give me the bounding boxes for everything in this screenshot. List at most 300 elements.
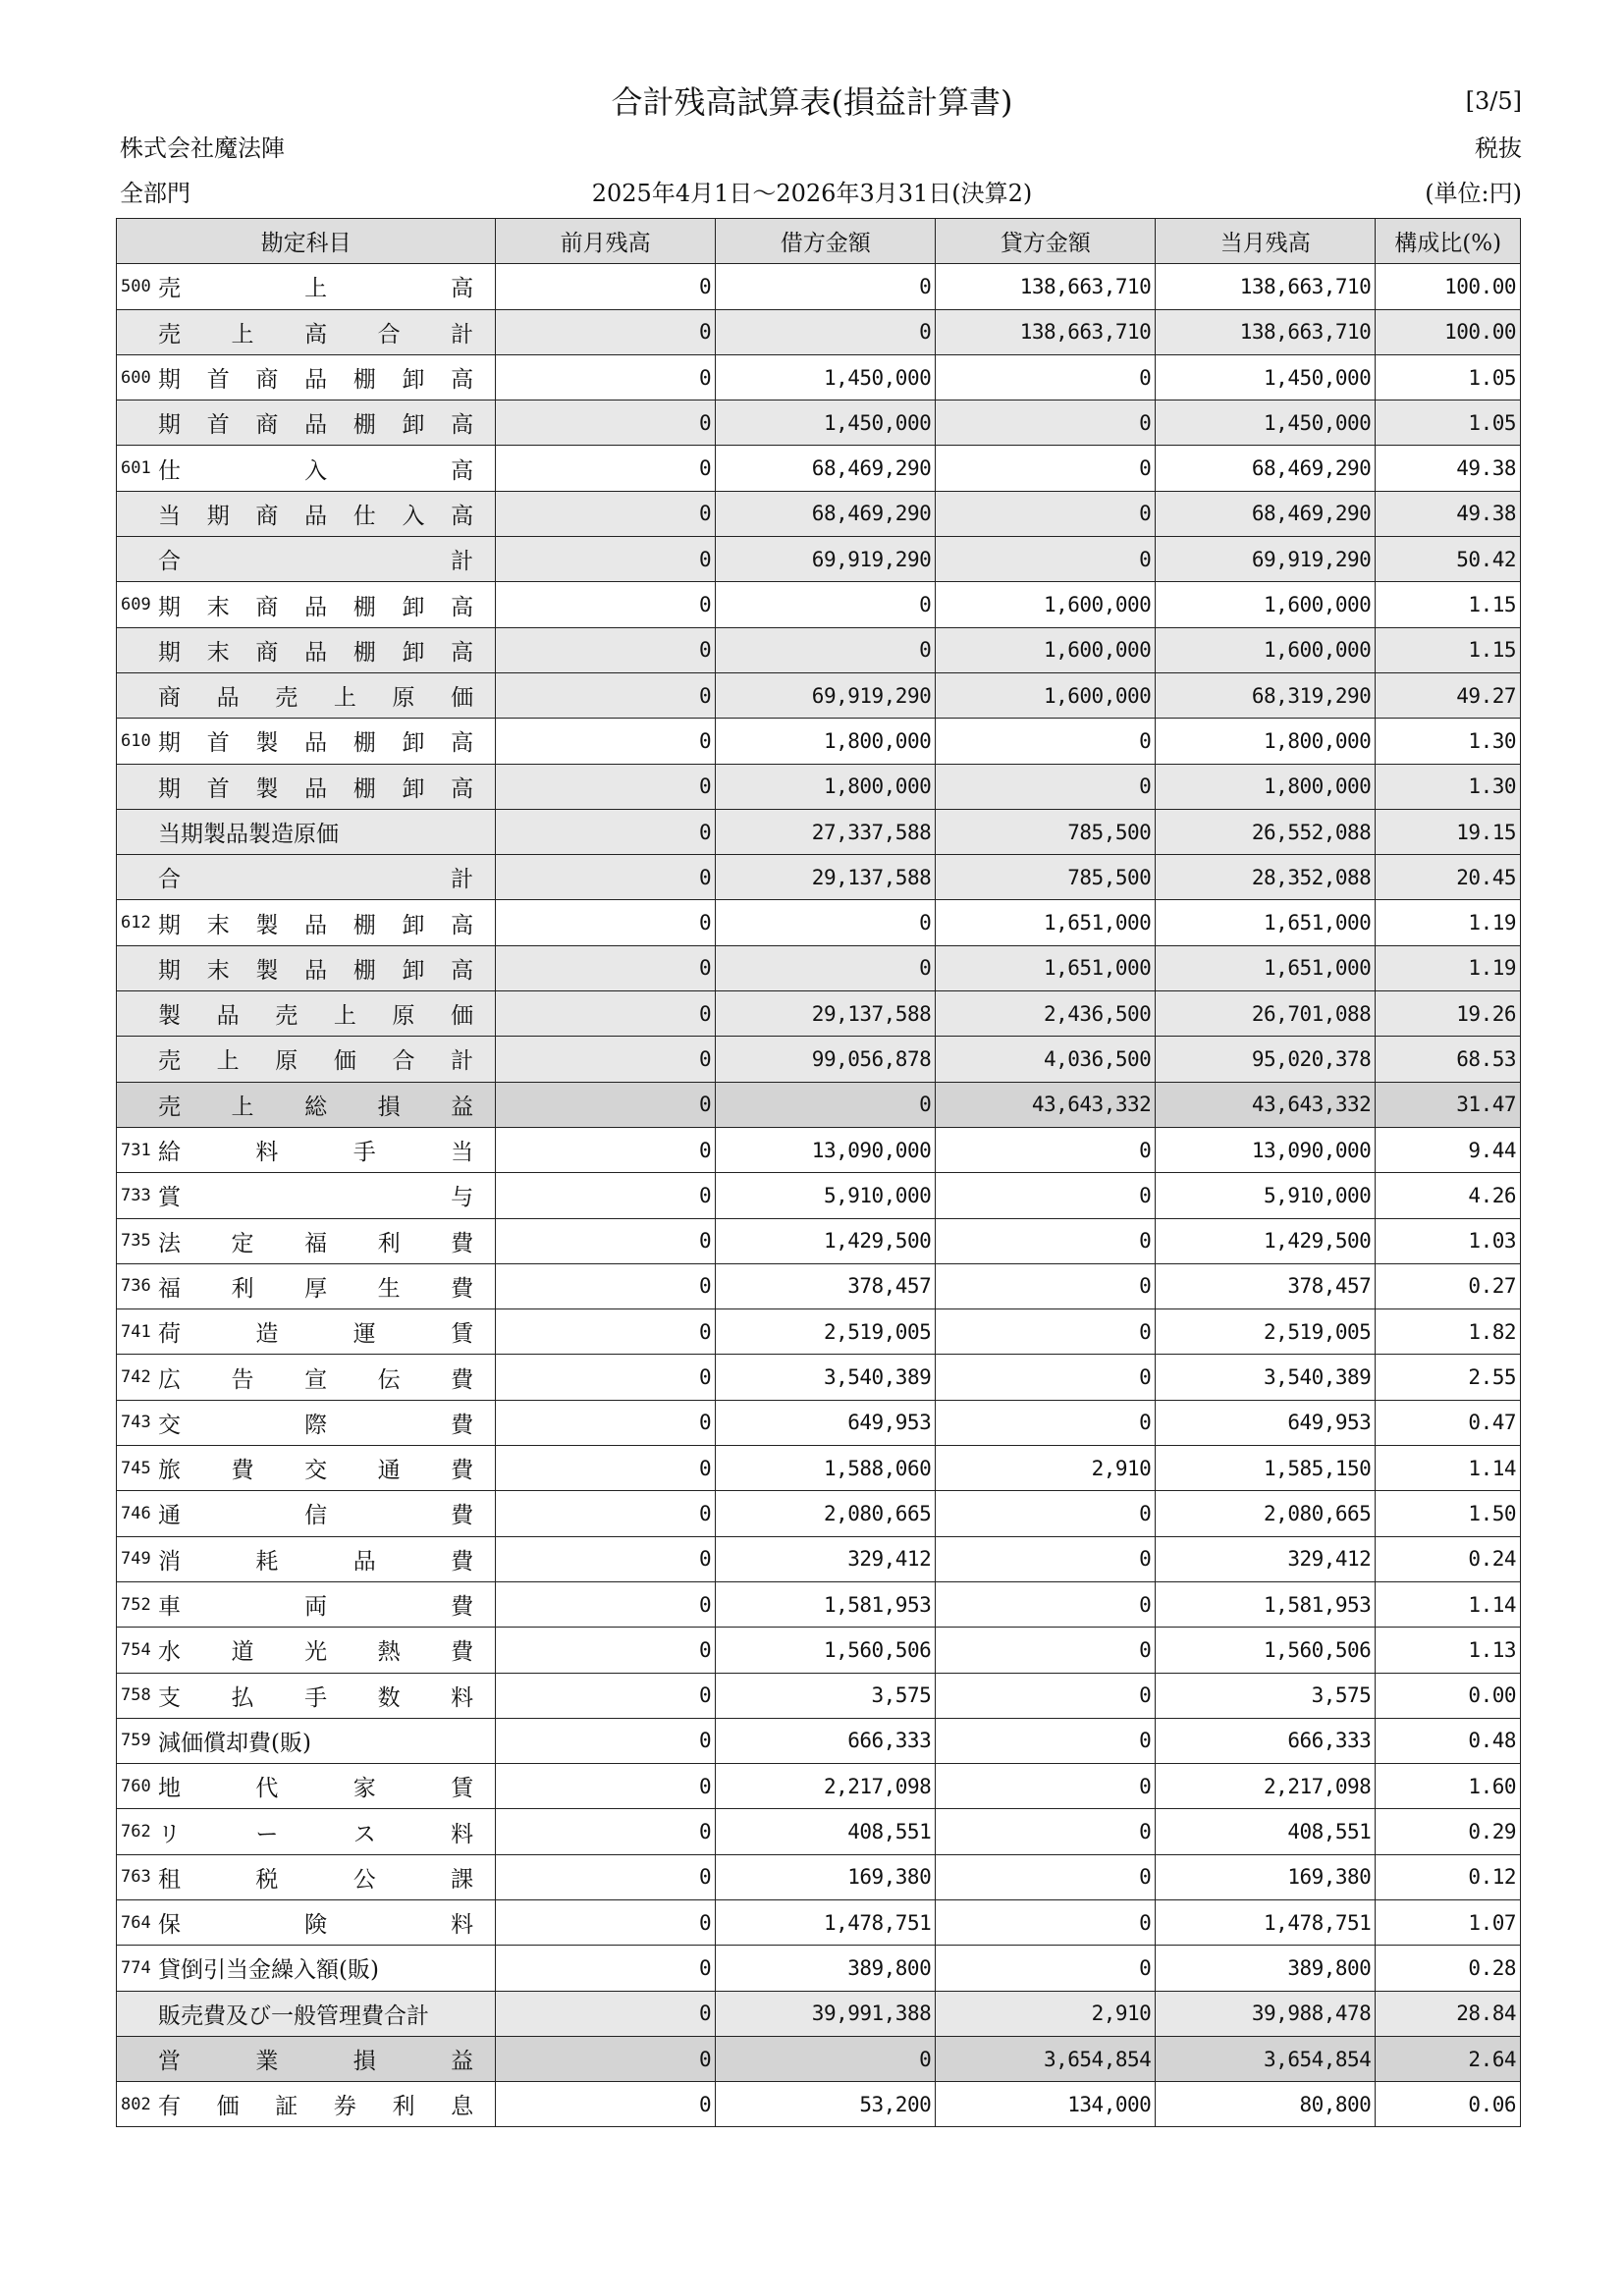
account-cell <box>117 582 496 627</box>
account-cell <box>117 1899 496 1945</box>
account-name: 交 際 費 <box>158 1412 474 1438</box>
account-cell <box>117 354 496 400</box>
account-code: 754 <box>121 1639 151 1660</box>
account-name: 売 上 総 損 益 <box>158 1094 474 1120</box>
prev-balance-cell: 0 <box>496 2082 716 2127</box>
table-row <box>117 1037 1521 1082</box>
table-row <box>117 491 1521 536</box>
credit-cell: 0 <box>936 1581 1156 1627</box>
balance-cell: 1,585,150 <box>1156 1446 1376 1491</box>
account-name: 当期製品製造原価 <box>158 822 339 847</box>
ratio-cell: 1.30 <box>1376 764 1521 809</box>
credit-cell: 0 <box>936 1718 1156 1763</box>
ratio-cell: 100.00 <box>1376 309 1521 354</box>
balance-cell: 2,217,098 <box>1156 1764 1376 1809</box>
credit-cell: 0 <box>936 719 1156 764</box>
account-name: 売 上 高 <box>158 276 474 302</box>
debit-cell: 0 <box>716 2036 936 2081</box>
table-row <box>117 1628 1521 1673</box>
balance-cell: 68,319,290 <box>1156 672 1376 718</box>
table-row <box>117 264 1521 309</box>
credit-cell: 785,500 <box>936 855 1156 900</box>
balance-cell: 69,919,290 <box>1156 537 1376 582</box>
table-row <box>117 1446 1521 1491</box>
prev-balance-cell: 0 <box>496 1809 716 1854</box>
debit-cell: 1,429,500 <box>716 1218 936 1263</box>
debit-cell: 3,575 <box>716 1673 936 1718</box>
account-name: 広 告 宣 伝 費 <box>158 1366 474 1393</box>
credit-cell: 1,600,000 <box>936 672 1156 718</box>
account-name: 販売費及び一般管理費合計 <box>158 2002 429 2029</box>
table-row <box>117 309 1521 354</box>
credit-cell: 2,910 <box>936 1991 1156 2036</box>
account-name: リ ー ス 料 <box>158 1821 474 1847</box>
prev-balance-cell: 0 <box>496 1628 716 1673</box>
debit-cell: 1,450,000 <box>716 400 936 446</box>
ratio-cell: 100.00 <box>1376 264 1521 309</box>
balance-cell: 1,560,506 <box>1156 1628 1376 1673</box>
balance-cell: 329,412 <box>1156 1536 1376 1581</box>
account-cell <box>117 1309 496 1355</box>
account-code: 736 <box>121 1276 151 1297</box>
table-header-row <box>117 219 1521 264</box>
debit-cell: 1,588,060 <box>716 1446 936 1491</box>
account-name: 製 品 売 上 原 価 <box>158 1003 474 1030</box>
balance-cell: 169,380 <box>1156 1854 1376 1899</box>
credit-cell: 0 <box>936 1899 1156 1945</box>
account-cell <box>117 719 496 764</box>
ratio-cell: 1.07 <box>1376 1899 1521 1945</box>
account-code: 500 <box>121 276 151 296</box>
balance-cell: 1,600,000 <box>1156 627 1376 672</box>
account-code: 601 <box>121 458 151 479</box>
account-cell <box>117 264 496 309</box>
prev-balance-cell: 0 <box>496 991 716 1037</box>
prev-balance-cell: 0 <box>496 1263 716 1308</box>
account-name: 当 期 商 品 仕 入 高 <box>158 503 474 529</box>
account-name: 商 品 売 上 原 価 <box>158 685 474 712</box>
prev-balance-cell: 0 <box>496 354 716 400</box>
account-cell <box>117 1491 496 1536</box>
balance-cell: 378,457 <box>1156 1263 1376 1308</box>
account-cell <box>117 991 496 1037</box>
account-code: 612 <box>121 913 151 934</box>
debit-cell: 0 <box>716 945 936 990</box>
ratio-cell: 31.47 <box>1376 1082 1521 1127</box>
prev-balance-cell: 0 <box>496 1127 716 1172</box>
ratio-cell: 9.44 <box>1376 1127 1521 1172</box>
debit-cell: 5,910,000 <box>716 1173 936 1218</box>
account-name: 旅 費 交 通 費 <box>158 1458 474 1484</box>
prev-balance-cell: 0 <box>496 1309 716 1355</box>
balance-cell: 5,910,000 <box>1156 1173 1376 1218</box>
credit-cell: 0 <box>936 1809 1156 1854</box>
debit-cell: 1,800,000 <box>716 719 936 764</box>
debit-cell: 29,137,588 <box>716 991 936 1037</box>
ratio-cell: 50.42 <box>1376 537 1521 582</box>
table-row <box>117 1673 1521 1718</box>
debit-cell: 1,581,953 <box>716 1581 936 1627</box>
table-row <box>117 1764 1521 1809</box>
balance-cell: 389,800 <box>1156 1946 1376 1991</box>
account-cell <box>117 1218 496 1263</box>
balance-cell: 68,469,290 <box>1156 491 1376 536</box>
prev-balance-cell: 0 <box>496 627 716 672</box>
credit-cell: 0 <box>936 1218 1156 1263</box>
credit-cell: 1,600,000 <box>936 582 1156 627</box>
credit-cell: 0 <box>936 446 1156 491</box>
account-code: 749 <box>121 1549 151 1570</box>
balance-cell: 43,643,332 <box>1156 1082 1376 1127</box>
account-code: 802 <box>121 2094 151 2114</box>
credit-cell: 0 <box>936 1173 1156 1218</box>
account-code: 764 <box>121 1912 151 1933</box>
ratio-cell: 0.24 <box>1376 1536 1521 1581</box>
account-name: 地 代 家 賃 <box>158 1776 474 1802</box>
account-cell <box>117 1673 496 1718</box>
account-cell <box>117 400 496 446</box>
credit-cell: 0 <box>936 354 1156 400</box>
debit-cell: 0 <box>716 1082 936 1127</box>
balance-cell: 26,701,088 <box>1156 991 1376 1037</box>
prev-balance-cell: 0 <box>496 1946 716 1991</box>
account-code: 741 <box>121 1321 151 1342</box>
ratio-cell: 1.05 <box>1376 400 1521 446</box>
account-name: 貸倒引当金繰入額(販) <box>158 1957 379 1984</box>
ratio-cell: 1.05 <box>1376 354 1521 400</box>
balance-cell: 13,090,000 <box>1156 1127 1376 1172</box>
table-row <box>117 1854 1521 1899</box>
table-row <box>117 672 1521 718</box>
ratio-cell: 1.13 <box>1376 1628 1521 1673</box>
col-header-account: 勘定科目 <box>117 219 496 264</box>
account-code: 745 <box>121 1458 151 1478</box>
debit-cell: 3,540,389 <box>716 1355 936 1400</box>
ratio-cell: 49.27 <box>1376 672 1521 718</box>
table-row <box>117 2036 1521 2081</box>
account-code: 610 <box>121 730 151 751</box>
table-row <box>117 354 1521 400</box>
account-cell <box>117 1946 496 1991</box>
credit-cell: 0 <box>936 1628 1156 1673</box>
prev-balance-cell: 0 <box>496 719 716 764</box>
debit-cell: 68,469,290 <box>716 491 936 536</box>
debit-cell: 1,560,506 <box>716 1628 936 1673</box>
ratio-cell: 20.45 <box>1376 855 1521 900</box>
account-name: 法 定 福 利 費 <box>158 1230 474 1256</box>
account-code: 731 <box>121 1140 151 1160</box>
account-cell <box>117 1718 496 1763</box>
col-header-prev-balance: 前月残高 <box>496 219 716 264</box>
credit-cell: 2,910 <box>936 1446 1156 1491</box>
account-code: 760 <box>121 1776 151 1796</box>
prev-balance-cell: 0 <box>496 2036 716 2081</box>
account-code: 609 <box>121 595 151 615</box>
table-row <box>117 627 1521 672</box>
ratio-cell: 19.26 <box>1376 991 1521 1037</box>
credit-cell: 4,036,500 <box>936 1037 1156 1082</box>
prev-balance-cell: 0 <box>496 672 716 718</box>
col-header-balance: 当月残高 <box>1156 219 1376 264</box>
ratio-cell: 68.53 <box>1376 1037 1521 1082</box>
balance-cell: 1,600,000 <box>1156 582 1376 627</box>
credit-cell: 0 <box>936 1946 1156 1991</box>
ratio-cell: 0.47 <box>1376 1400 1521 1445</box>
credit-cell: 0 <box>936 1854 1156 1899</box>
debit-cell: 0 <box>716 582 936 627</box>
ratio-cell: 0.29 <box>1376 1809 1521 1854</box>
account-code: 774 <box>121 1957 151 1978</box>
account-name: 保 険 料 <box>158 1912 474 1939</box>
account-name: 租 税 公 課 <box>158 1866 474 1893</box>
account-name: 期 末 商 品 棚 卸 高 <box>158 639 474 666</box>
credit-cell: 0 <box>936 1309 1156 1355</box>
prev-balance-cell: 0 <box>496 1764 716 1809</box>
debit-cell: 389,800 <box>716 1946 936 1991</box>
account-cell <box>117 1536 496 1581</box>
account-cell <box>117 1400 496 1445</box>
account-name: 福 利 厚 生 費 <box>158 1275 474 1302</box>
account-cell <box>117 1082 496 1127</box>
table-row <box>117 1946 1521 1991</box>
credit-cell: 134,000 <box>936 2082 1156 2127</box>
credit-cell: 0 <box>936 537 1156 582</box>
debit-cell: 29,137,588 <box>716 855 936 900</box>
credit-cell: 1,651,000 <box>936 900 1156 945</box>
credit-cell: 1,600,000 <box>936 627 1156 672</box>
account-name: 通 信 費 <box>158 1503 474 1529</box>
account-name: 給 料 手 当 <box>158 1140 474 1166</box>
credit-cell: 1,651,000 <box>936 945 1156 990</box>
prev-balance-cell: 0 <box>496 809 716 854</box>
balance-cell: 1,651,000 <box>1156 945 1376 990</box>
debit-cell: 68,469,290 <box>716 446 936 491</box>
balance-cell: 1,800,000 <box>1156 719 1376 764</box>
debit-cell: 0 <box>716 264 936 309</box>
prev-balance-cell: 0 <box>496 309 716 354</box>
debit-cell: 408,551 <box>716 1809 936 1854</box>
debit-cell: 2,217,098 <box>716 1764 936 1809</box>
ratio-cell: 49.38 <box>1376 491 1521 536</box>
ratio-cell: 1.15 <box>1376 582 1521 627</box>
account-cell <box>117 945 496 990</box>
table-row <box>117 1127 1521 1172</box>
debit-cell: 666,333 <box>716 1718 936 1763</box>
ratio-cell: 1.19 <box>1376 900 1521 945</box>
prev-balance-cell: 0 <box>496 1899 716 1945</box>
prev-balance-cell: 0 <box>496 1991 716 2036</box>
tax-mode: 税抜 <box>1475 134 1522 162</box>
prev-balance-cell: 0 <box>496 1218 716 1263</box>
debit-cell: 0 <box>716 627 936 672</box>
prev-balance-cell: 0 <box>496 1173 716 1218</box>
balance-cell: 95,020,378 <box>1156 1037 1376 1082</box>
account-cell <box>117 2082 496 2127</box>
currency-unit: (単位:円) <box>1425 180 1522 207</box>
debit-cell: 0 <box>716 900 936 945</box>
credit-cell: 0 <box>936 1536 1156 1581</box>
account-name: 荷 造 運 賃 <box>158 1321 474 1348</box>
account-name: 期 末 製 品 棚 卸 高 <box>158 912 474 938</box>
table-row <box>117 991 1521 1037</box>
table-row <box>117 1991 1521 2036</box>
debit-cell: 378,457 <box>716 1263 936 1308</box>
credit-cell: 0 <box>936 1400 1156 1445</box>
prev-balance-cell: 0 <box>496 945 716 990</box>
ratio-cell: 28.84 <box>1376 1991 1521 2036</box>
prev-balance-cell: 0 <box>496 264 716 309</box>
table-row <box>117 1809 1521 1854</box>
col-header-credit: 貸方金額 <box>936 219 1156 264</box>
credit-cell: 0 <box>936 491 1156 536</box>
prev-balance-cell: 0 <box>496 900 716 945</box>
prev-balance-cell: 0 <box>496 537 716 582</box>
ratio-cell: 1.14 <box>1376 1581 1521 1627</box>
debit-cell: 13,090,000 <box>716 1127 936 1172</box>
ratio-cell: 19.15 <box>1376 809 1521 854</box>
account-cell <box>117 491 496 536</box>
table-row <box>117 446 1521 491</box>
account-cell <box>117 1127 496 1172</box>
table-row <box>117 1218 1521 1263</box>
credit-cell: 3,654,854 <box>936 2036 1156 2081</box>
account-name: 減価償却費(販) <box>158 1730 311 1756</box>
account-cell <box>117 900 496 945</box>
balance-cell: 138,663,710 <box>1156 309 1376 354</box>
account-name: 合 計 <box>158 867 474 893</box>
account-cell <box>117 1581 496 1627</box>
account-cell <box>117 764 496 809</box>
prev-balance-cell: 0 <box>496 1355 716 1400</box>
prev-balance-cell: 0 <box>496 764 716 809</box>
debit-cell: 99,056,878 <box>716 1037 936 1082</box>
account-name: 売 上 高 合 計 <box>158 321 474 347</box>
account-cell <box>117 2036 496 2081</box>
prev-balance-cell: 0 <box>496 446 716 491</box>
account-code: 742 <box>121 1367 151 1388</box>
account-cell <box>117 1764 496 1809</box>
debit-cell: 0 <box>716 309 936 354</box>
account-code: 743 <box>121 1413 151 1433</box>
table-row <box>117 400 1521 446</box>
prev-balance-cell: 0 <box>496 1536 716 1581</box>
prev-balance-cell: 0 <box>496 400 716 446</box>
page-number: [3/5] <box>1465 87 1522 115</box>
account-cell <box>117 855 496 900</box>
table-row <box>117 1355 1521 1400</box>
credit-cell: 0 <box>936 1263 1156 1308</box>
account-name: 期 末 製 品 棚 卸 高 <box>158 957 474 984</box>
balance-cell: 68,469,290 <box>1156 446 1376 491</box>
prev-balance-cell: 0 <box>496 1082 716 1127</box>
credit-cell: 0 <box>936 1673 1156 1718</box>
account-cell <box>117 1991 496 2036</box>
ratio-cell: 4.26 <box>1376 1173 1521 1218</box>
ratio-cell: 1.14 <box>1376 1446 1521 1491</box>
department: 全部門 <box>120 180 190 207</box>
balance-cell: 1,450,000 <box>1156 400 1376 446</box>
balance-cell: 1,478,751 <box>1156 1899 1376 1945</box>
ratio-cell: 1.50 <box>1376 1491 1521 1536</box>
table-row <box>117 855 1521 900</box>
account-cell <box>117 446 496 491</box>
table-row <box>117 764 1521 809</box>
account-cell <box>117 309 496 354</box>
table-row <box>117 1899 1521 1945</box>
balance-cell: 1,581,953 <box>1156 1581 1376 1627</box>
prev-balance-cell: 0 <box>496 1400 716 1445</box>
debit-cell: 2,080,665 <box>716 1491 936 1536</box>
account-code: 752 <box>121 1594 151 1615</box>
account-name: 消 耗 品 費 <box>158 1548 474 1575</box>
prev-balance-cell: 0 <box>496 1718 716 1763</box>
debit-cell: 169,380 <box>716 1854 936 1899</box>
account-cell <box>117 672 496 718</box>
balance-cell: 26,552,088 <box>1156 809 1376 854</box>
ratio-cell: 2.55 <box>1376 1355 1521 1400</box>
account-code: 746 <box>121 1503 151 1523</box>
prev-balance-cell: 0 <box>496 1491 716 1536</box>
account-name: 期 首 商 品 棚 卸 高 <box>158 367 474 394</box>
table-row <box>117 1309 1521 1355</box>
account-cell <box>117 1037 496 1082</box>
table-row <box>117 1082 1521 1127</box>
ratio-cell: 0.27 <box>1376 1263 1521 1308</box>
table-row <box>117 809 1521 854</box>
credit-cell: 0 <box>936 1127 1156 1172</box>
debit-cell: 649,953 <box>716 1400 936 1445</box>
table-row <box>117 945 1521 990</box>
report-title: 合計残高試算表(損益計算書) <box>611 83 1013 121</box>
account-name: 仕 入 高 <box>158 457 474 484</box>
debit-cell: 2,519,005 <box>716 1309 936 1355</box>
account-cell <box>117 1628 496 1673</box>
credit-cell: 785,500 <box>936 809 1156 854</box>
account-name: 有 価 証 券 利 息 <box>158 2094 474 2120</box>
prev-balance-cell: 0 <box>496 1581 716 1627</box>
table-row <box>117 1536 1521 1581</box>
account-cell <box>117 809 496 854</box>
account-cell <box>117 1173 496 1218</box>
balance-cell: 1,651,000 <box>1156 900 1376 945</box>
account-cell <box>117 627 496 672</box>
ratio-cell: 1.60 <box>1376 1764 1521 1809</box>
ratio-cell: 1.82 <box>1376 1309 1521 1355</box>
balance-cell: 2,080,665 <box>1156 1491 1376 1536</box>
credit-cell: 138,663,710 <box>936 264 1156 309</box>
prev-balance-cell: 0 <box>496 1854 716 1899</box>
account-name: 合 計 <box>158 549 474 575</box>
debit-cell: 329,412 <box>716 1536 936 1581</box>
account-cell <box>117 1446 496 1491</box>
ratio-cell: 0.00 <box>1376 1673 1521 1718</box>
ratio-cell: 1.03 <box>1376 1218 1521 1263</box>
account-name: 水 道 光 熱 費 <box>158 1639 474 1666</box>
account-name: 期 首 製 品 棚 卸 高 <box>158 775 474 802</box>
account-name: 期 首 商 品 棚 卸 高 <box>158 412 474 439</box>
ratio-cell: 49.38 <box>1376 446 1521 491</box>
debit-cell: 39,991,388 <box>716 1991 936 2036</box>
debit-cell: 53,200 <box>716 2082 936 2127</box>
account-code: 758 <box>121 1685 151 1706</box>
debit-cell: 1,478,751 <box>716 1899 936 1945</box>
balance-cell: 3,654,854 <box>1156 2036 1376 2081</box>
col-header-debit: 借方金額 <box>716 219 936 264</box>
table-body <box>117 264 1521 2127</box>
account-name: 期 末 商 品 棚 卸 高 <box>158 594 474 620</box>
table-row <box>117 1581 1521 1627</box>
table-row <box>117 1173 1521 1218</box>
